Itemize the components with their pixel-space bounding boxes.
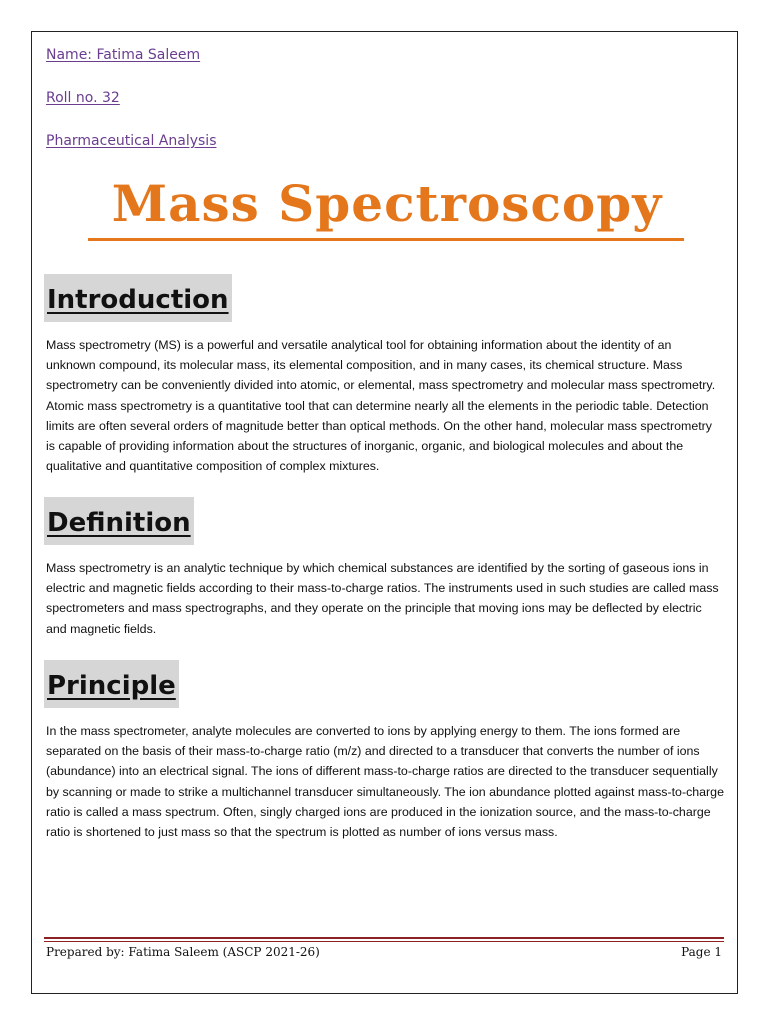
footer-page-number: Page 1 xyxy=(681,945,722,959)
student-name: Name: Fatima Saleem xyxy=(46,47,201,63)
footer-rule-thin xyxy=(44,941,724,942)
footer-rule xyxy=(44,937,724,939)
definition-paragraph: Mass spectrometry is an analytic technique by which chemical substances are identified by the sorting of gaseous ions in electric and magnetic fields according to their mass-to-charge ratios. The instruments used in such studies are called mass spectrometers and mass spectrographs, and they operate on the principle that moving ions may be deflected by electric and magnetic fields. xyxy=(46,561,719,636)
title-underline xyxy=(88,238,684,241)
principle-heading: Principle xyxy=(47,671,176,701)
definition-heading-box xyxy=(44,497,194,545)
document-title: Mass Spectroscopy xyxy=(111,174,663,233)
subject: Pharmaceutical Analysis xyxy=(46,133,217,149)
roll-number: Roll no. 32 xyxy=(46,90,120,106)
introduction-heading: Introduction xyxy=(47,285,229,315)
introduction-heading-box xyxy=(44,274,232,322)
principle-heading-box xyxy=(44,660,179,708)
definition-heading: Definition xyxy=(47,508,191,538)
principle-paragraph: In the mass spectrometer, analyte molecules are converted to ions by applying energy to them. The ions formed are separated on the basis of their mass-to-charge ratio (m/z) and directed to a transducer that converts the number of ions (abundance) into an electrical signal. The ions of different mass-to-charge ratios are directed to the transducer sequentially by scanning or made to strike a multichannel transducer simultaneously. The ion abundance plotted against mass-to-charge ratio is called a mass spectrum. Often, singly charged ions are produced in the ionization source, and the mass-to-charge ratio is shortened to just mass so that the spectrum is plotted as number of ions versus mass. xyxy=(46,724,724,840)
footer-prepared-by: Prepared by: Fatima Saleem (ASCP 2021-26) xyxy=(46,945,320,959)
introduction-paragraph: Mass spectrometry (MS) is a powerful and versatile analytical tool for obtaining information about the identity of an unknown compound, its molecular mass, its elemental composition, and in many cases, its chemical structure. Mass spectrometry can be conveniently divided into atomic, or elemental, mass spectrometry and molecular mass spectrometry. Atomic mass spectrometry is a quantitative tool that can determine nearly all the elements in the periodic table. Detection limits are often several orders of magnitude better than optical methods. On the other hand, molecular mass spectrometry is capable of providing information about the structures of inorganic, organic, and biological molecules and about the qualitative and quantitative composition of complex mixtures. xyxy=(46,338,716,474)
